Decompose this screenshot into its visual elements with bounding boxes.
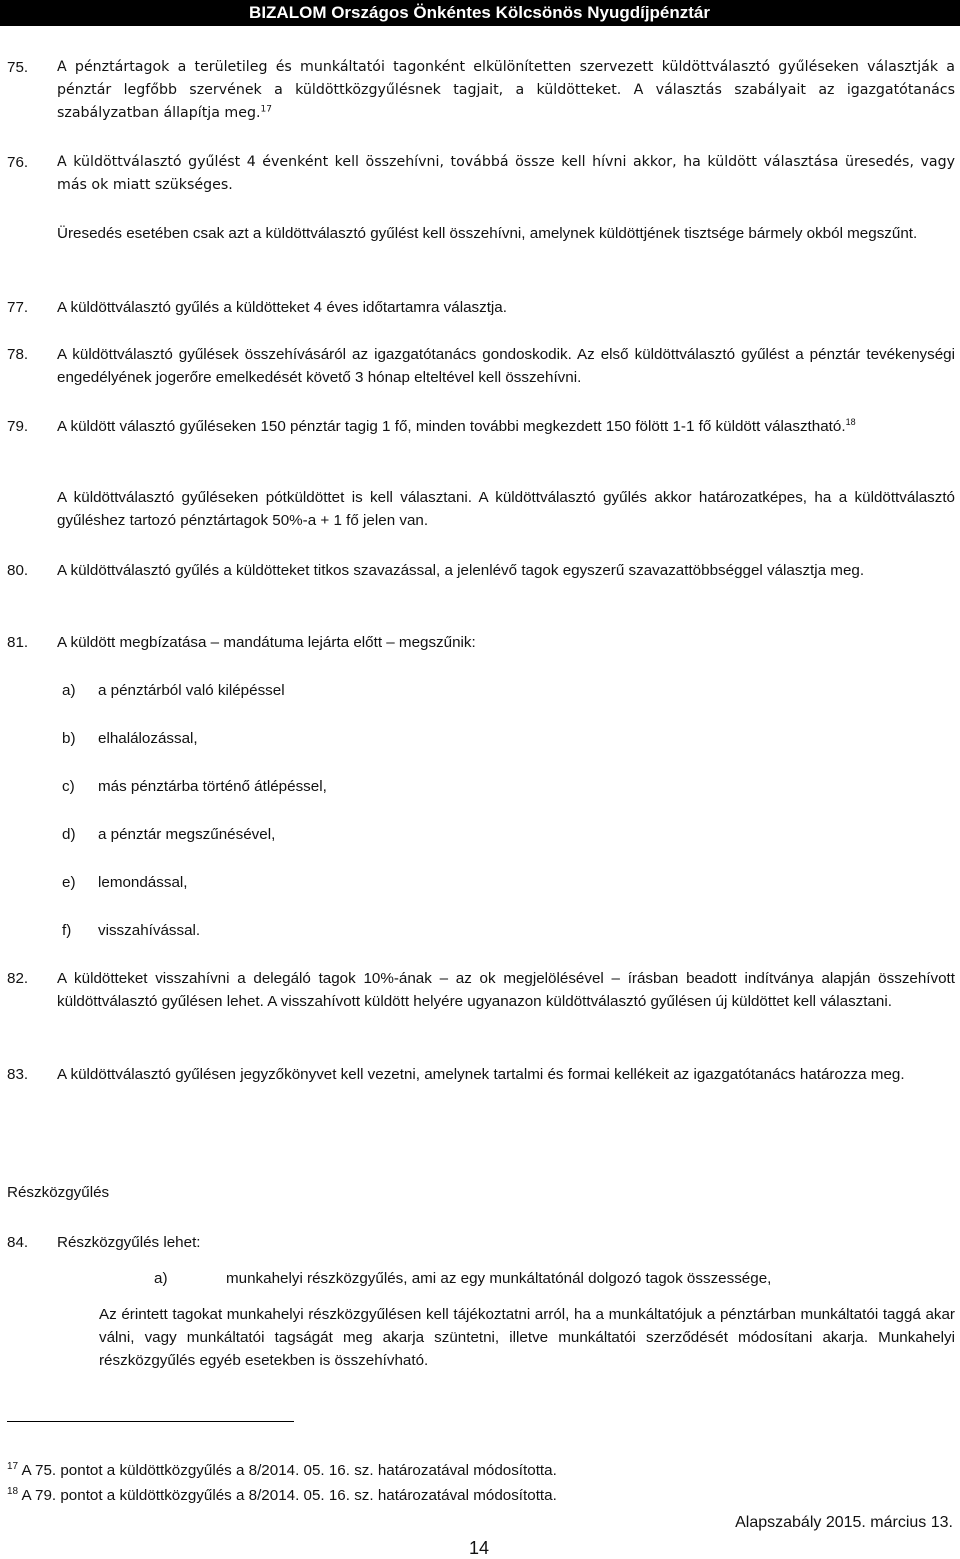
list-item-label: d)	[62, 826, 76, 843]
list-item: a pénztár megszűnésével,	[98, 826, 276, 843]
footer-date: Alapszabály 2015. március 13.	[735, 1514, 953, 1531]
article-76-text-2: Üresedés esetében csak azt a küldöttválasztó gyűlést kell összehívni, amelynek küldöttjének tisztsége bármely okból megszűnt.	[57, 225, 918, 242]
header-title: BIZALOM Országos Önkéntes Kölcsönös Nyugdíjpénztár	[249, 3, 710, 22]
footnote-divider	[7, 1421, 294, 1422]
list-item-label: e)	[62, 874, 76, 891]
list-item-label: f)	[62, 922, 72, 939]
footnote-ref-18[interactable]: 18	[845, 416, 856, 427]
list-item: más pénztárba történő átlépéssel,	[98, 778, 327, 795]
footnote-18: $^{18}$ A 79. pontot a küldöttközgyűlés a 8/2014. 05. 16. sz. határozatával módosította.	[7, 1485, 557, 1504]
list-item: a pénztárból való kilépéssel	[98, 682, 285, 699]
list-item-label: b)	[62, 730, 76, 747]
article-79-text-2: A küldöttválasztó gyűléseken pótküldöttet is kell választani. A küldöttválasztó gyűlés akkor határozatképes, ha a küldöttválasztó gyűléshez tartozó pénztártagok 50%-a + 1 fő jelen van.	[57, 489, 955, 529]
page-header	[0, 0, 960, 26]
article-78-text: A küldöttválasztó gyűlések összehívásáról az igazgatótanács gondoskodik. Az első küldöttválasztó gyűlést a pénztár tevékenységi engedélyének jogerőre emelkedését követő 3 hónap elteltével kell összehívni.	[57, 346, 955, 386]
article-84-text: Részközgyűlés lehet:	[57, 1234, 201, 1251]
article-80-number: 80.	[7, 562, 29, 579]
list-item-label: c)	[62, 778, 75, 795]
footnote-ref-17[interactable]: 17	[260, 104, 272, 115]
article-82-text: A küldötteket visszahívni a delegáló tagok 10%-ának – az ok megjelölésével – írásban beadott indítványa alapján összehívott küldöttválasztó gyűlésen lehet. A visszahívott küldött helyére ugyanazon küldöttválasztó gyűlésen új küldöttet kell választani.	[57, 970, 955, 1010]
article-80-text: A küldöttválasztó gyűlés a küldötteket titkos szavazással, a jelenlévő tagok egyszerű szavazattöbbséggel választja meg.	[57, 562, 865, 579]
article-81-number: 81.	[7, 634, 29, 651]
article-76-number: 76.	[7, 154, 29, 171]
article-76-text: A küldöttválasztó gyűlést 4 évenként kell összehívni, továbbá össze kell hívni akkor, ha küldött választása üresedés, vagy más ok miatt szükséges.	[57, 154, 955, 193]
article-75-text: A pénztártagok a területileg és munkáltatói tagonként elkülönítetten szervezett küldöttválasztó gyűléseken választják a pénztár legfőbb szervének a küldöttközgyűlésnek tagjait, a küldötteket. A választás szabályait az igazgatótanács szabályzatban állapítja meg.$^{17}$	[57, 59, 955, 121]
article-78-number: 78.	[7, 346, 29, 363]
list-item: elhalálozással,	[98, 730, 198, 747]
list-item-label: a)	[154, 1270, 168, 1287]
article-77-text: A küldöttválasztó gyűlés a küldötteket 4 éves időtartamra választja.	[57, 299, 507, 316]
article-84-text-2: Az érintett tagokat munkahelyi részközgyűlésen kell tájékoztatni arról, ha a munkáltatójuk a pénztárban munkáltatói taggá akar válni, vagy munkáltatói tagságát meg akarja szüntetni, illetve munkáltatói szerződését módosítani akarja. Munkahelyi részközgyűlés egyéb esetekben is összehívható.	[99, 1306, 955, 1369]
article-75-number: 75.	[7, 59, 29, 76]
article-77-number: 77.	[7, 299, 29, 316]
footnote-17: $^{17}$ A 75. pontot a küldöttközgyűlés a 8/2014. 05. 16. sz. határozatával módosította.	[7, 1460, 557, 1479]
page-number: 14	[469, 1538, 490, 1558]
section-title: Részközgyűlés	[7, 1184, 110, 1201]
article-83-number: 83.	[7, 1066, 29, 1083]
list-item: munkahelyi részközgyűlés, ami az egy munkáltatónál dolgozó tagok összessége,	[226, 1270, 772, 1287]
article-84-number: 84.	[7, 1234, 29, 1251]
list-item: visszahívással.	[98, 922, 201, 939]
article-83-text: A küldöttválasztó gyűlésen jegyzőkönyvet kell vezetni, amelynek tartalmi és formai kellékeit az igazgatótanács határozza meg.	[57, 1066, 905, 1083]
article-81-text: A küldött megbízatása – mandátuma lejárta előtt – megszűnik:	[57, 634, 476, 651]
article-79-text: A küldött választó gyűléseken 150 pénztár tagig 1 fő, minden további megkezdett 150 fölött 1-1 fő küldött választható.$^{18}$	[57, 416, 856, 435]
list-item: lemondással,	[98, 874, 188, 891]
list-item-label: a)	[62, 682, 76, 699]
article-79-number: 79.	[7, 418, 29, 435]
article-82-number: 82.	[7, 970, 29, 987]
